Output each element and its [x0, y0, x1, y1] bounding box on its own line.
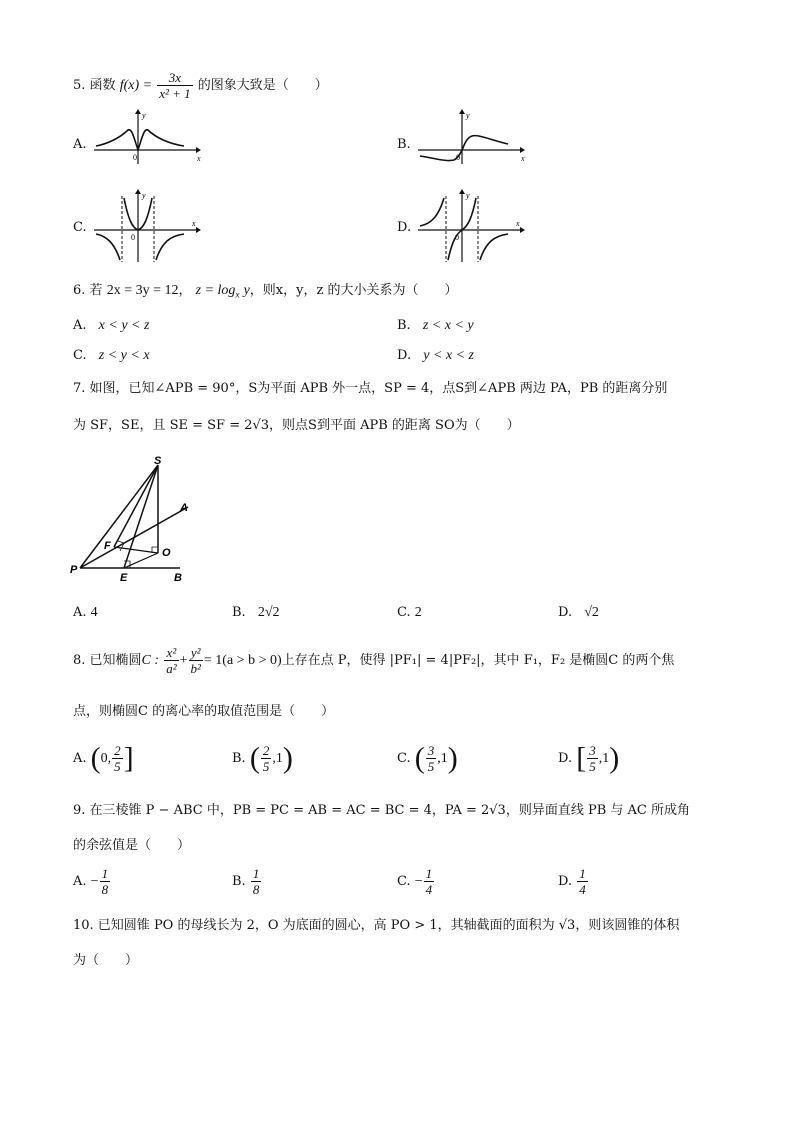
q9-option-a-num: 1 [101, 866, 109, 881]
q6-option-a-key: A. [73, 318, 87, 333]
q10-stem-line1: 10. 已知圆锥 PO 的母线长为 2，O 为底面的圆心，高 PO > 1，其轴截面的面积为 √3，则该圆锥的体积 [73, 918, 680, 933]
q8-b2: b² [190, 661, 201, 676]
q9-option-c-num: 1 [425, 866, 433, 881]
q5-func: f(x) = [119, 78, 153, 93]
q5-option-b-key: B. [397, 137, 411, 152]
q6-option-c [73, 347, 150, 365]
q9-option-b-num: 1 [252, 866, 260, 881]
q7-label-e: E [120, 572, 128, 584]
q5-option-d-key: D. [397, 220, 412, 235]
q6-option-d-val: y < x < z [423, 348, 475, 363]
q9-option-a-frac [100, 866, 111, 897]
q8-option-b-frac [261, 743, 272, 774]
q5-graph-a [92, 108, 202, 166]
svg-text:x: x [516, 219, 520, 228]
q7-label-a: A [180, 502, 188, 514]
q8-option-d-key: D. [558, 751, 573, 766]
q7-option-c-val: 2 [414, 605, 422, 620]
q7-option-c [397, 604, 422, 622]
q8-prefix: 8. 已知椭圆 [73, 653, 142, 668]
q7-option-b-val: 2√2 [257, 605, 280, 620]
q9-option-d-num: 1 [579, 866, 586, 881]
q5-option-c-key: C. [73, 220, 87, 235]
q5-prefix: 5. 函数 [73, 78, 116, 93]
q6-z-tail: y [243, 283, 250, 298]
q8-option-b-open: ( [249, 741, 260, 775]
q8-option-d-num: 3 [589, 743, 596, 758]
q7-figure [70, 455, 200, 587]
q6-option-c-val: z < y < x [98, 348, 150, 363]
q8-option-b: B. ( $\frac{2}{5}$ ,1) [232, 741, 293, 775]
q8-option-c-key: C. [397, 751, 411, 766]
q6-z-log: z = log [195, 283, 236, 298]
svg-text:0: 0 [131, 233, 135, 242]
q9-option-b-frac [251, 866, 262, 897]
q6-option-a [73, 317, 149, 335]
q9-option-a-key: A. [73, 874, 87, 889]
q8-frac-x [164, 645, 178, 676]
q5-graph-c [92, 188, 202, 264]
q9-stem-line2: 的余弦值是（ ） [73, 838, 191, 853]
q8-mid: 上存在点 P，使得 |PF₁| = 4|PF₂|，其中 F₁，F₂ 是椭圆C 的两个焦 [281, 653, 675, 668]
q9-option-b-key: B. [232, 874, 246, 889]
q5-graph-d [416, 188, 526, 264]
q7-label-s: S [154, 455, 162, 467]
q8-option-a: A. (0, $\frac{2}{5}$ ] [73, 741, 134, 775]
q8-option-c-den: 5 [427, 759, 435, 774]
q8-a2: a² [166, 661, 177, 676]
q9-stem-line1: 9. 在三棱锥 P − ABC 中，PB = PC = AB = AC = BC = 4，PA = 2√3，则异面直线 PB 与 AC 所成角 [73, 803, 690, 818]
q7-stem-line1: 7. 如图，已知∠APB = 90°，S为平面 APB 外一点，SP = 4，点S到∠APB 两边 PA，PB 的距离分别 [73, 381, 668, 396]
q8-option-d-den: 5 [589, 759, 596, 774]
q9-option-a-sign: − [90, 874, 99, 889]
q10-stem-line2: 为（ ） [73, 953, 139, 968]
q7-option-d-key: D. [558, 605, 573, 620]
q8-stem-line1 [73, 645, 674, 676]
q6-option-b [397, 317, 474, 335]
q8-option-c: C. ( $\frac{3}{5}$ ,1) [397, 741, 458, 775]
q8-option-c-right: 1 [440, 751, 448, 766]
svg-text:y: y [466, 111, 470, 120]
q8-plus: + [179, 653, 188, 668]
q8-option-b-num: 2 [262, 743, 270, 758]
q8-option-a-key: A. [73, 751, 87, 766]
q8-option-b-key: B. [232, 751, 246, 766]
q6-stem [73, 282, 457, 304]
svg-text:x: x [192, 219, 196, 228]
q8-option-c-open: ( [414, 741, 425, 775]
q8-option-a-left: 0 [100, 751, 108, 766]
q6-option-d-key: D. [397, 348, 412, 363]
q5-stem [73, 70, 328, 101]
q8-option-d-open: [ [576, 741, 587, 775]
q8-option-a-open: ( [90, 741, 101, 775]
q7-option-a [73, 604, 98, 622]
q8-frac-y [189, 645, 203, 676]
q5-fraction [157, 70, 192, 101]
q8-option-a-frac [112, 743, 123, 774]
q8-eq: = 1(a > b > 0) [203, 653, 282, 668]
q7-label-p: P [70, 564, 78, 576]
q9-option-d [558, 866, 589, 897]
q9-option-a [73, 866, 111, 897]
q6-option-b-val: z < x < y [422, 318, 474, 333]
q6-prefix: 6. 若 [73, 283, 103, 298]
q8-option-d-close: ) [609, 741, 620, 775]
q8-option-a-close: ] [123, 741, 134, 775]
svg-text:y: y [466, 191, 470, 200]
q9-option-c [397, 866, 435, 897]
q6-option-d [397, 347, 474, 365]
q6-z-sub: x [235, 289, 240, 300]
q9-option-b [232, 866, 262, 897]
q9-option-d-key: D. [558, 874, 573, 889]
q8-option-c-frac [426, 743, 437, 774]
q7-option-c-key: C. [397, 605, 411, 620]
svg-text:x: x [197, 154, 201, 163]
q6-tail: ，则x，y，z 的大小关系为（ ） [249, 283, 458, 298]
q5-graph-b [416, 108, 526, 166]
q6-condition: 2x = 3y = 12 [106, 283, 179, 298]
q6-option-b-key: B. [397, 318, 411, 333]
q9-option-d-frac [577, 866, 588, 897]
q5-frac-den: x² + 1 [159, 86, 191, 101]
q8-option-b-right: 1 [275, 751, 283, 766]
q8-ellipse-name: C : [141, 653, 160, 668]
svg-text:x: x [521, 154, 525, 163]
q9-option-b-den: 8 [252, 882, 260, 897]
q9-option-a-den: 8 [101, 882, 109, 897]
q6-option-c-key: C. [73, 348, 87, 363]
q8-y2: y² [189, 645, 203, 661]
q8-x2: x² [164, 645, 178, 661]
q8-option-c-close: ) [447, 741, 458, 775]
q8-option-c-num: 3 [427, 743, 435, 758]
q5-option-a-key: A. [73, 137, 87, 152]
q7-option-a-val: 4 [90, 605, 98, 620]
q9-option-c-sign: − [414, 874, 423, 889]
q6-option-a-val: x < y < z [98, 318, 150, 333]
q9-option-d-den: 4 [579, 882, 586, 897]
q6-sep: ， [178, 283, 192, 298]
q9-option-c-key: C. [397, 874, 411, 889]
q8-option-d: D. [ $\frac{3}{5}$ ,1) [558, 741, 620, 775]
q7-option-d [558, 604, 599, 622]
q5-frac-num: 3x [157, 70, 192, 86]
q7-option-b-key: B. [232, 605, 246, 620]
q9-option-c-den: 4 [425, 882, 433, 897]
q8-option-a-den: 5 [114, 759, 121, 774]
q7-label-b: B [174, 572, 182, 584]
svg-text:y: y [142, 111, 146, 120]
q7-option-d-val: √2 [584, 605, 599, 620]
q8-option-b-close: ) [282, 741, 293, 775]
q8-option-a-num: 2 [114, 743, 121, 758]
q7-option-a-key: A. [73, 605, 87, 620]
q9-option-c-frac [424, 866, 435, 897]
q8-stem-line2: 点，则椭圆C 的离心率的取值范围是（ ） [73, 704, 335, 719]
q5-suffix: 的图象大致是（ ） [197, 78, 328, 93]
q8-option-d-right: 1 [602, 751, 610, 766]
svg-text:0: 0 [456, 153, 460, 162]
q8-option-d-frac [587, 743, 598, 774]
q7-option-b [232, 604, 280, 622]
q7-stem-line2: 为 SF，SE，且 SE = SF = 2√3，则点S到平面 APB 的距离 SO为（ ） [73, 418, 520, 433]
svg-text:y: y [142, 191, 146, 200]
q7-label-f: F [104, 540, 111, 552]
svg-text:0: 0 [455, 233, 459, 242]
svg-text:0: 0 [133, 153, 137, 162]
q8-option-b-den: 5 [262, 759, 270, 774]
q7-label-o: O [162, 547, 171, 559]
